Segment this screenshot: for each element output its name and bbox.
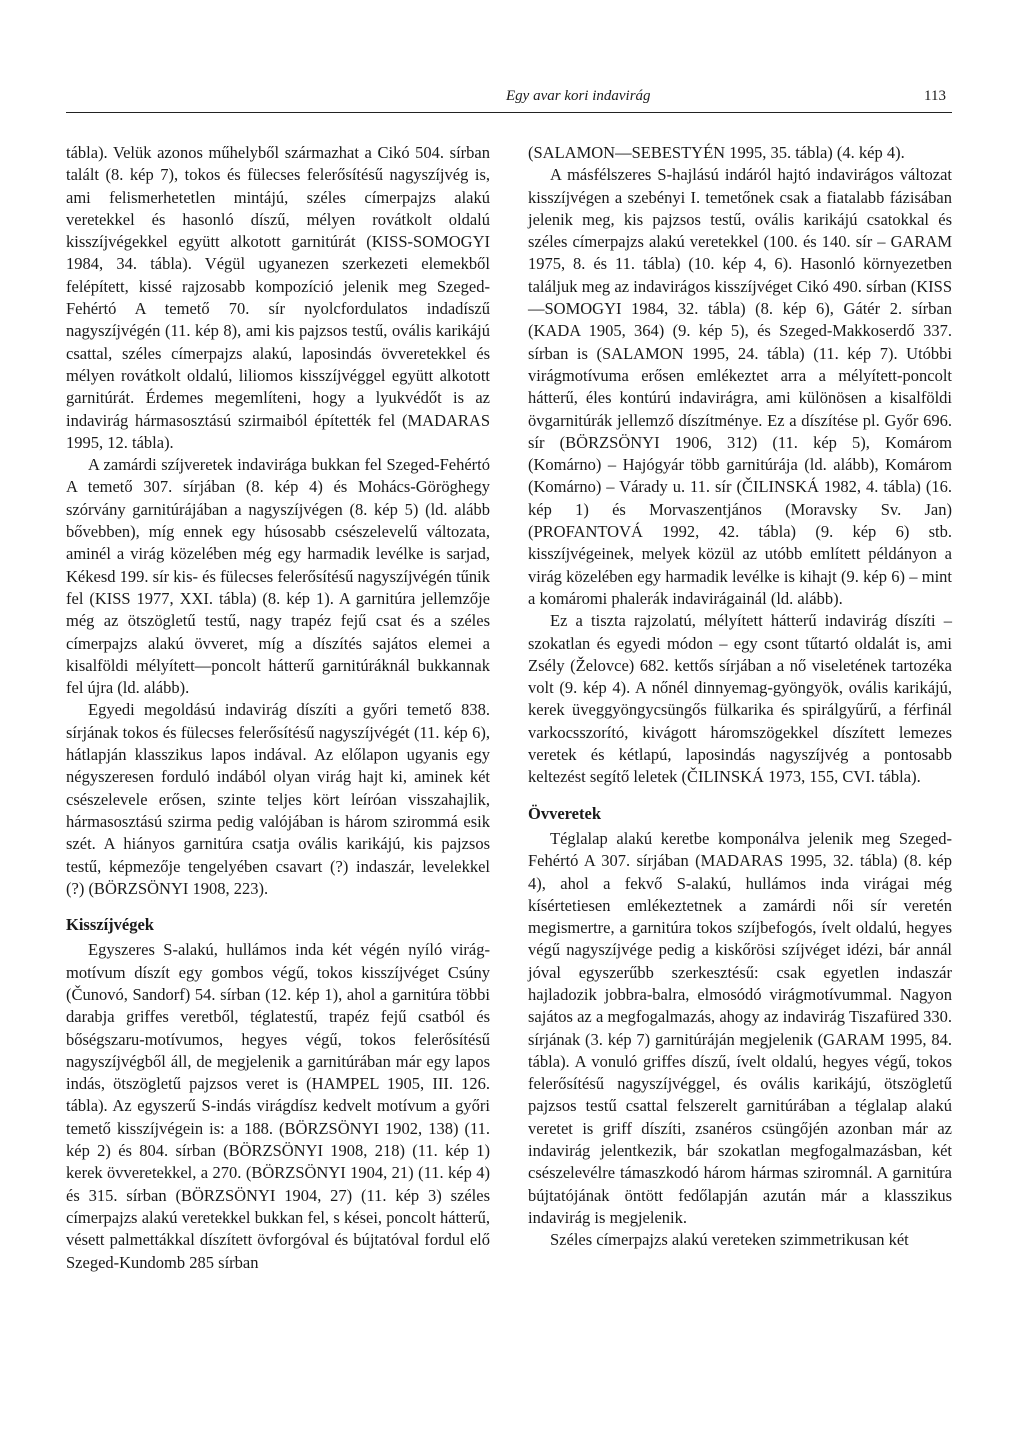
paragraph: A másfélszeres S-hajlású indáról hajtó indavirágos változat kisszíjvégen a szebényi I. temetőnek csak a fiatalabb fázisában jelenik meg, kis pajzsos testű, ovális karikájú csatokkal és széles címerpajzs alakú veretekkel (100. és 140. sír – GARAM 1975, 8. és 11. tábla) (10. kép 4, 6). Hasonló környezetben találjuk meg az indavirágos kisszíjvéget Cikó 490. sírban (KISS—SOMOGYI 1984, 32. tábla) (8. kép 6), Gátér 2. sírban (KADA 1905, 364) (9. kép 5), és Szeged-Makkoserdő 337. sírban is (SALAMON 1995, 24. tábla) (11. kép 7). Utóbbi virágmotívuma erősen emlékeztet arra a mélyített-poncolt hátterű, éles kontúrú indavirágra, ami különösen a kisalföldi övgarnitúrák jellemző díszítménye. Ez a díszítése pl. Győr 696. sír (BÖRZSÖNYI 1906, 312) (11. kép 5), Komárom (Komárno) – Hajógyár több garnitúrája (ld. alább), Komárom (Komárno) – Várady u. 11. sír (ČILINSKÁ 1982, 4. tábla) (16. kép 1) és Morvaszentjános (Moravsky Sv. Jan) (PROFANTOVÁ 1992, 42. tábla) (9. kép 6) stb. kisszíjvégeinek, melyek közül az utóbb említett példányon a virág közelében egy harmadik levélke is kihajt (9. kép 6) – mint a komáromi phalerák indavirágainál (ld. alább).: [528, 165, 952, 608]
paragraph: Széles címerpajzs alakú vereteken szimmetrikusan két: [550, 1230, 909, 1250]
paragraph: A zamárdi szíjveretek indavirága bukkan fel Szeged-Fehértó A temető 307. sírjában (8. kép 4) és Mohács-Göröghegy szórvány garnitúrájában a nagyszíjvégen (8. kép 5) (ld. alább bővebben), míg ennek egy húsosabb csészelevelű változata, aminél a virág közelében még egy harmadik levélke is sarjad, Kékesd 199. sír kis- és fülecses felerősítésű nagyszíjvégén tűnik fel (KISS 1977, XXI. tábla) (8. kép 1). A garnitúra jellemzője még az ötszögletű testű, nagy trapéz fejű csat és a széles címerpajzs alakú övveret, míg a díszítés sajátos elemei a kisalföldi mélyített—poncolt hátterű garnitúráknál bukkannak fel újra (ld. alább).: [66, 455, 490, 698]
paragraph: (SALAMON—SEBESTYÉN 1995, 35. tábla) (4. kép 4).: [528, 143, 905, 162]
section-heading-kisszijvegek: Kisszíjvégek: [66, 915, 154, 935]
section-heading-ovveretek: Övveretek: [528, 803, 602, 823]
paragraph: Ez a tiszta rajzolatú, mélyített hátterű indavirág díszíti – szokatlan és egyedi módon – egy csont tűtartó oldalát is, ami Zsély (Želovce) 682. kettős sírjában a nő viseletének tartozéka volt (9. kép 4). A nőnél dinnyemag-gyöngyök, ovális karikájú, kerek üveggyöngycsüngős fülkarika és spirálgyűrű, a férfinál varkocsszorító, kivágott háromszögekkel díszített lemezes veretek és kétlapú, laposindás nagyszíjvég a pontosabb keltezést segítő leletek (ČILINSKÁ 1973, 155, CVI. tábla).: [528, 611, 952, 787]
running-title: Egy avar kori indavirág: [506, 88, 651, 104]
paragraph: Egyszeres S-alakú, hullámos inda két végén nyíló virág-motívum díszít egy gombos végű, tokos kisszíjvéget Csúny (Čunovó, Sandorf) 54. sírban (12. kép 1), ahol a garnitúra többi darabja griffes veretből, téglatestű, trapéz fejű csatból és bőségszaru-motívumos, hegyes végű, tokos felerősítésű nagyszíjvégből áll, de megjelenik a garnitúrában már egy lapos indás, ötszögletű pajzsos veret is (HAMPEL 1905, III. 126. tábla). Az egyszerű S-indás virágdísz kedvelt motívum a győri temető kisszíjvégein is: a 188. (BÖRZSÖNYI 1902, 138) (11. kép 2) és 804. sírban (BÖRZSÖNYI 1908, 218) (11. kép 1) kerek övveretekkel, a 270. (BÖRZSÖNYI 1904, 21) (11. kép 4) és 315. sírban (BÖRZSÖNYI 1904, 27) (11. kép 3) széles címerpajzs alakú veretekkel bukkan fel, s kései, poncolt hátterű, vésett palmettákkal díszített övforgóval és bújtatóval fordul elő Szeged-Kundomb 285 sírban: [66, 940, 490, 1272]
right-column: [528, 142, 952, 1252]
paragraph: tábla). Velük azonos műhelyből származhat a Cikó 504. sírban talált (8. kép 7), tokos és fülecses felerősítésű nagyszíjvég is, ami felismerhetetlen mintájú, széles címerpajzs alakú veretekkel és hasonló díszű, mélyen rovátkolt oldalú kisszíjvégekkel együtt alkotott garnitúrát (KISS-SOMOGYI 1984, 34. tábla). Végül ugyanezen szerkezeti elemekből felépített, kissé rajzosabb kompozíció jelenik meg Szeged-Fehértó A temető 70. sír nyolcfordulatos indadíszű nagyszíjvégén (11. kép 8), ami kis pajzsos testű, ovális karikájú csattal, széles címerpajzs alakú, laposindás övveretekkel és mélyen rovátkolt oldalú, liliomos kisszíjvéggel együtt alkotott garnitúrát. Érdemes megemlíteni, hogy a lyukvédőt is az indavirág hármasosztású szirmaiból építették fel (MADARAS 1995, 12. tábla).: [66, 143, 490, 452]
paragraph: Téglalap alakú keretbe komponálva jelenik meg Szeged-Fehértó A 307. sírjában (MADARAS 1995, 32. tábla) (8. kép 4), ahol a fekvő S-alakú, hullámos inda virágai még kísértetiesen emlékeztetnek a zamárdi női sír veretén megismertre, a garnitúra tokos szíjbefogós, ívelt oldalú, hegyes végű nagyszíjvége pedig a kiskőrösi szíjvéget idézi, bár annál jóval egyszerűbb szerkesztésű: csak egyetlen indaszár hajladozik jobbra-balra, elmosódó virágmotívummal. Nagyon sajátos az a megfogalmazás, ahogy az indavirág Tiszafüred 330. sírjának (3. kép 7) garnitúráján megjelenik (GARAM 1995, 84. tábla). A vonuló griffes díszű, ívelt oldalú, hegyes végű, tokos felerősítésű nagyszíjvéggel, és ovális karikájú, ötszögletű pajzsos testű csattal felszerelt garnitúrában a téglalap alakú veretet is griff díszíti, zsanéros csüngőjén azonban már az indavirág jelentkezik, bár szokatlan megfogalmazásban, két csészelevélre támaszkodó három hármas sziromnál. A garnitúra bújtatójának öntött fedőlapján azután már a klasszikus indavirág is megjelenik.: [528, 828, 952, 1227]
paragraph: Egyedi megoldású indavirág díszíti a győri temető 838. sírjának tokos és fülecses felerősítésű nagyszíjvégét (11. kép 6), hátlapján klasszikus lapos indával. Az előlapon ugyanis egy négyszeresen forduló indából olyan virág hajt ki, aminek két csészelevele erősen, szinte teljes kört leíróan visszahajlik, hármasosztású szirma pedig valójában is három szirommá esik szét. A hiányos garnitúra csatja ovális karikájú, kis pajzsos testű, képmezője tengelyében csavart (?) indaszár, levelekkel (?) (BÖRZSÖNYI 1908, 223).: [66, 700, 490, 898]
running-header: [66, 88, 952, 113]
page-number: 113: [924, 88, 946, 104]
left-column: [66, 142, 490, 1274]
